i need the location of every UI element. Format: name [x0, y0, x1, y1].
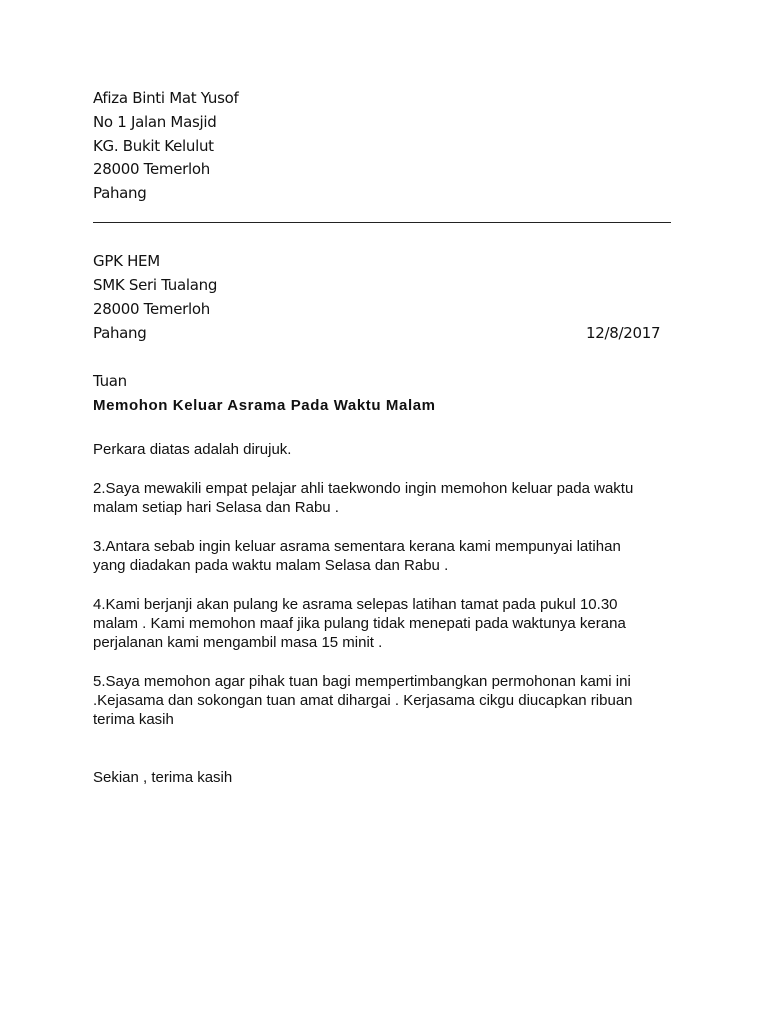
letter-date: 12/8/2017 [586, 324, 661, 342]
paragraph-5-line-2: .Kejasama dan sokongan tuan amat dihargai . Kerjasama cikgu diucapkan ribuan [93, 692, 633, 709]
paragraph-2-line-1: 2.Saya mewakili empat pelajar ahli taekwondo ingin memohon keluar pada waktu [93, 480, 634, 497]
subject-line: Memohon Keluar Asrama Pada Waktu Malam [93, 397, 436, 414]
paragraph-3-line-2: yang diadakan pada waktu malam Selasa dan Rabu . [93, 557, 449, 574]
paragraph-4-line-3: perjalanan kami mengambil masa 15 minit . [93, 634, 383, 651]
paragraph-5-line-1: 5.Saya memohon agar pihak tuan bagi mempertimbangkan permohonan kami ini [93, 673, 631, 690]
recipient-address-line-1: SMK Seri Tualang [93, 276, 218, 294]
address-divider [93, 222, 671, 223]
sender-address-line-2: KG. Bukit Kelulut [93, 137, 214, 155]
closing: Sekian , terima kasih [93, 769, 233, 786]
recipient-name: GPK HEM [93, 252, 160, 270]
paragraph-2-line-2: malam setiap hari Selasa dan Rabu . [93, 499, 339, 516]
sender-name: Afiza Binti Mat Yusof [93, 89, 239, 107]
paragraph-4-line-1: 4.Kami berjanji akan pulang ke asrama selepas latihan tamat pada pukul 10.30 [93, 596, 618, 613]
sender-address-line-1: No 1 Jalan Masjid [93, 113, 217, 131]
sender-address-line-3: 28000 Temerloh [93, 160, 210, 178]
paragraph-5-line-3: terima kasih [93, 711, 174, 728]
paragraph-3-line-1: 3.Antara sebab ingin keluar asrama sementara kerana kami mempunyai latihan [93, 538, 621, 555]
paragraph-4-line-2: malam . Kami memohon maaf jika pulang tidak menepati pada waktunya kerana [93, 615, 626, 632]
recipient-address-line-2: 28000 Temerloh [93, 300, 210, 318]
recipient-address-line-3: Pahang [93, 324, 147, 342]
sender-address-line-4: Pahang [93, 184, 147, 202]
paragraph-1: Perkara diatas adalah dirujuk. [93, 441, 292, 458]
salutation: Tuan [93, 372, 127, 390]
